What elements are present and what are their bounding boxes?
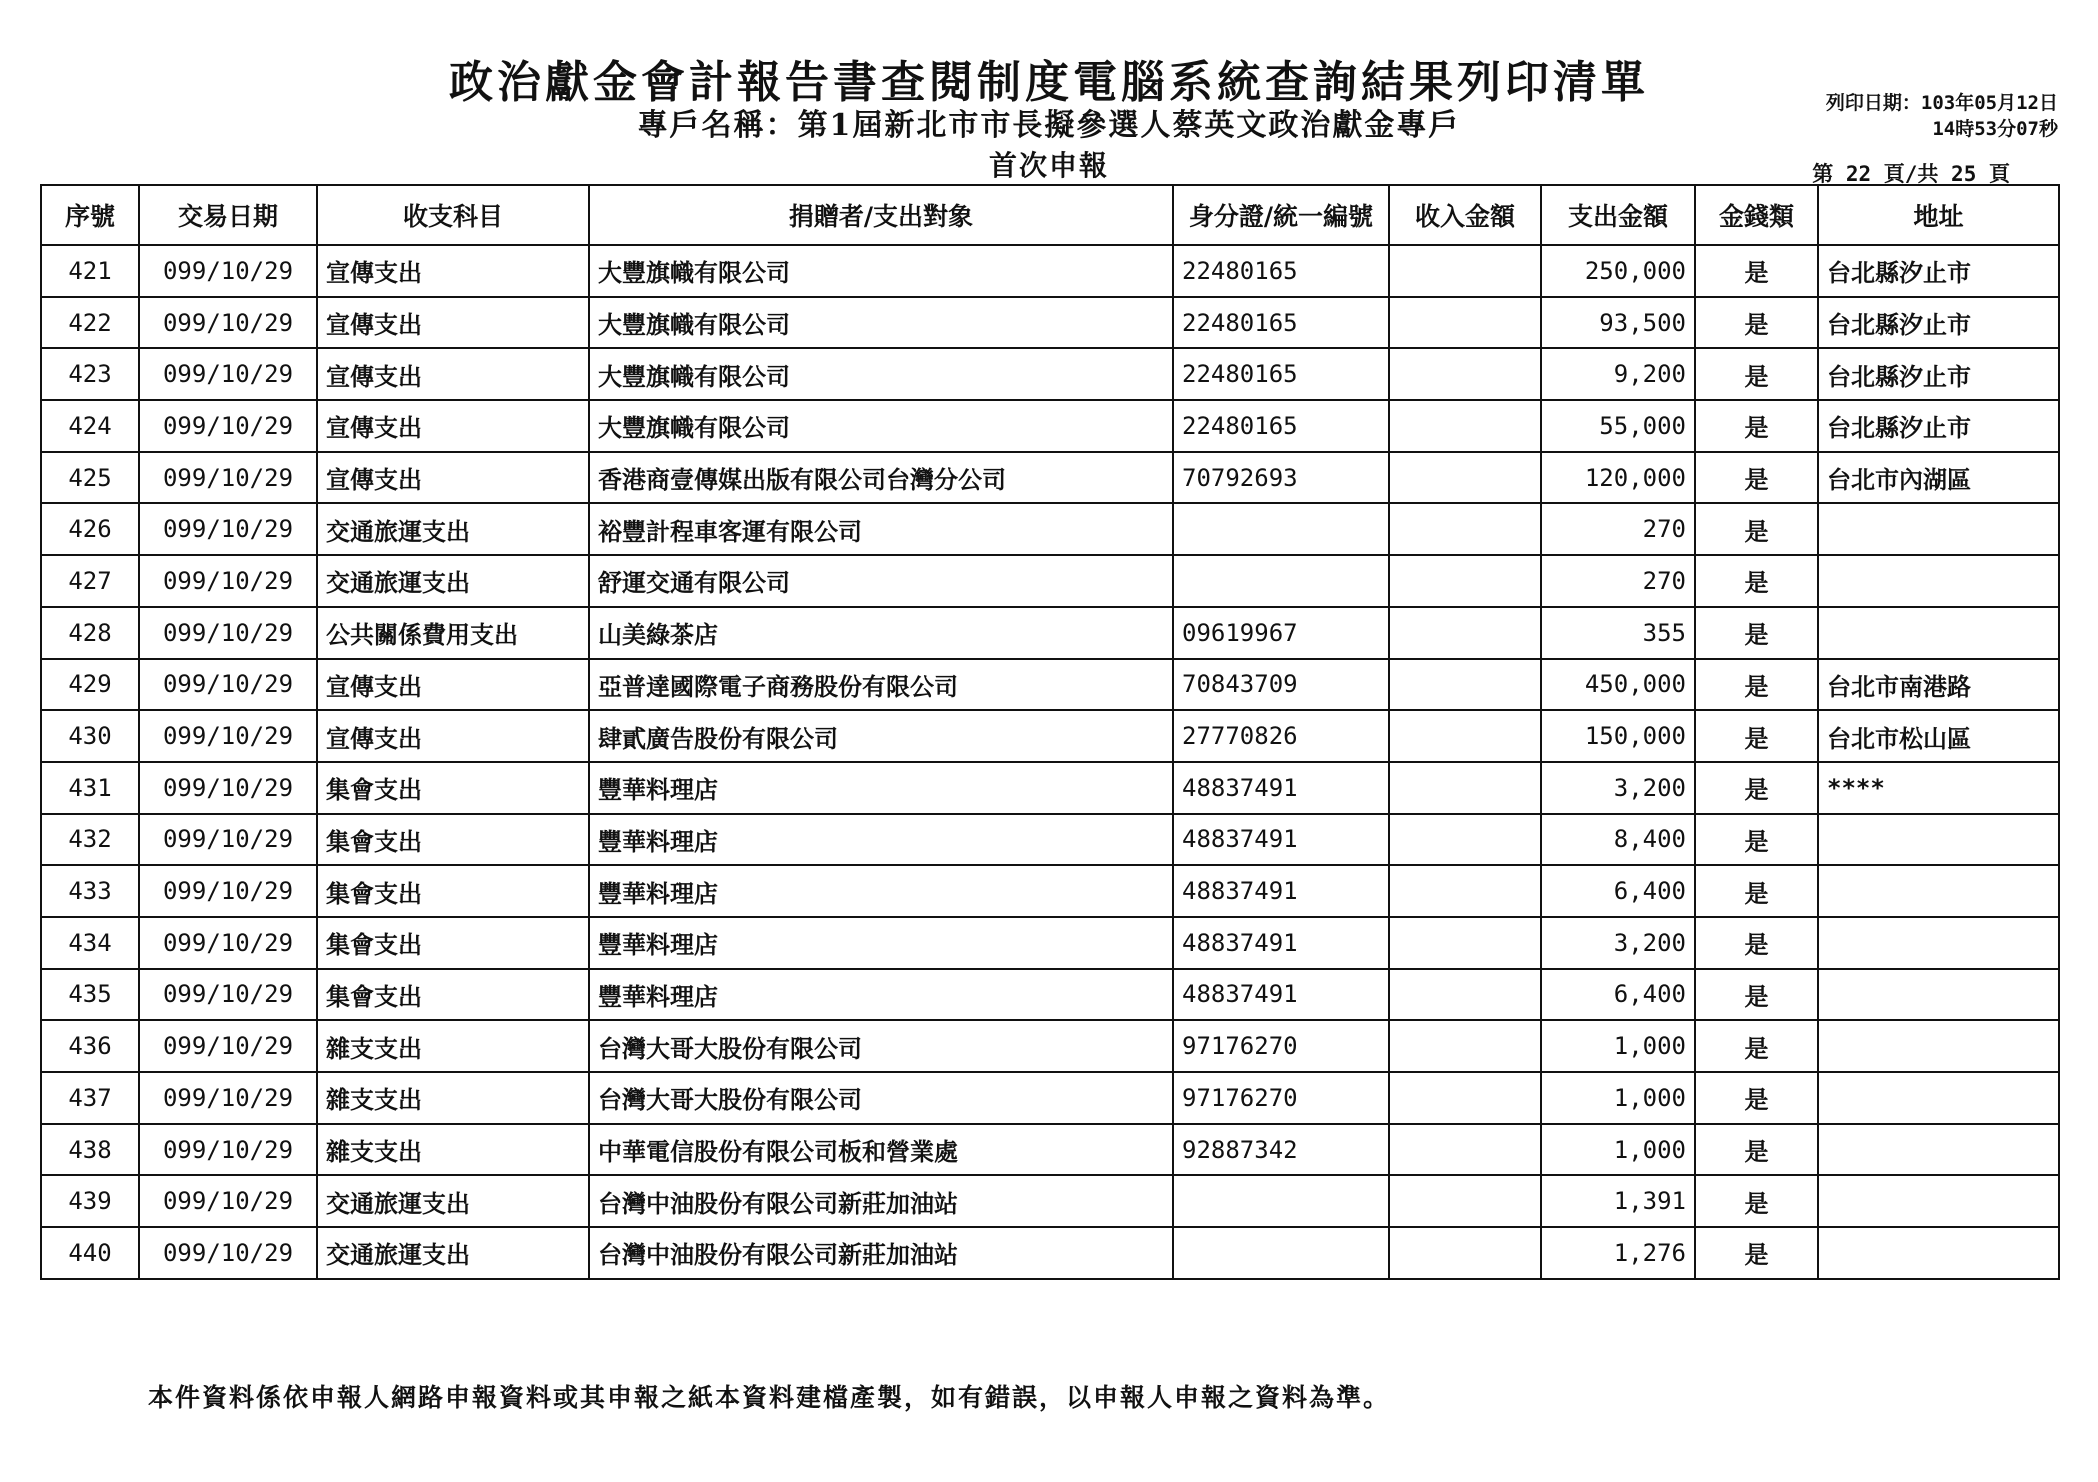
cell-party: 亞普達國際電子商務股份有限公司 (589, 659, 1173, 711)
cell-date: 099/10/29 (139, 1072, 317, 1124)
expenditure-table (40, 184, 2060, 1280)
cell-address: 台北市松山區 (1818, 710, 2059, 762)
cell-id: 22480165 (1173, 348, 1389, 400)
column-header-party: 捐贈者/支出對象 (589, 185, 1173, 245)
cell-money-type: 是 (1695, 503, 1818, 555)
table-row (41, 1072, 2059, 1124)
table-row (41, 452, 2059, 504)
cell-address: 台北縣汐止市 (1818, 400, 2059, 452)
cell-subject: 宣傳支出 (317, 710, 589, 762)
table-row (41, 400, 2059, 452)
cell-subject: 雜支支出 (317, 1124, 589, 1176)
cell-date: 099/10/29 (139, 814, 317, 866)
cell-money-type: 是 (1695, 555, 1818, 607)
report-type: 首次申報 (988, 149, 1109, 182)
cell-party: 大豐旗幟有限公司 (589, 245, 1173, 297)
cell-seq: 423 (41, 348, 139, 400)
cell-income (1389, 762, 1541, 814)
cell-date: 099/10/29 (139, 1227, 317, 1279)
cell-income (1389, 1020, 1541, 1072)
table-row (41, 917, 2059, 969)
cell-id: 48837491 (1173, 762, 1389, 814)
cell-income (1389, 452, 1541, 504)
cell-expense: 3,200 (1541, 762, 1695, 814)
cell-expense: 1,000 (1541, 1020, 1695, 1072)
cell-subject: 集會支出 (317, 814, 589, 866)
cell-seq: 434 (41, 917, 139, 969)
table-row (41, 1020, 2059, 1072)
cell-money-type: 是 (1695, 348, 1818, 400)
table-row (41, 659, 2059, 711)
cell-money-type: 是 (1695, 659, 1818, 711)
cell-id: 70843709 (1173, 659, 1389, 711)
cell-id: 09619967 (1173, 607, 1389, 659)
cell-address (1818, 503, 2059, 555)
column-header-expense: 支出金額 (1541, 185, 1695, 245)
cell-income (1389, 348, 1541, 400)
column-header-money-type: 金錢類 (1695, 185, 1818, 245)
cell-id (1173, 1175, 1389, 1227)
cell-address (1818, 969, 2059, 1021)
cell-address (1818, 1227, 2059, 1279)
table-row (41, 348, 2059, 400)
cell-expense: 1,391 (1541, 1175, 1695, 1227)
cell-expense: 9,200 (1541, 348, 1695, 400)
cell-subject: 宣傳支出 (317, 348, 589, 400)
cell-expense: 1,276 (1541, 1227, 1695, 1279)
cell-seq: 432 (41, 814, 139, 866)
cell-address: **** (1818, 762, 2059, 814)
table-row (41, 607, 2059, 659)
cell-date: 099/10/29 (139, 607, 317, 659)
cell-money-type: 是 (1695, 400, 1818, 452)
cell-party: 台灣中油股份有限公司新莊加油站 (589, 1227, 1173, 1279)
cell-money-type: 是 (1695, 1072, 1818, 1124)
cell-id (1173, 503, 1389, 555)
cell-id: 92887342 (1173, 1124, 1389, 1176)
cell-income (1389, 1227, 1541, 1279)
cell-expense: 450,000 (1541, 659, 1695, 711)
cell-money-type: 是 (1695, 607, 1818, 659)
cell-subject: 宣傳支出 (317, 659, 589, 711)
page-indicator: 第 22 頁/共 25 頁 (1812, 162, 2010, 186)
cell-seq: 440 (41, 1227, 139, 1279)
document-title: 政治獻金會計報告書查閱制度電腦系統查詢結果列印清單 (449, 57, 1649, 108)
cell-subject: 雜支支出 (317, 1020, 589, 1072)
print-time: 14時53分07秒 (1932, 118, 2058, 140)
account-name-label: 專戶名稱： (637, 108, 798, 143)
cell-seq: 424 (41, 400, 139, 452)
cell-address (1818, 555, 2059, 607)
cell-expense: 93,500 (1541, 297, 1695, 349)
table-row (41, 865, 2059, 917)
cell-expense: 150,000 (1541, 710, 1695, 762)
cell-party: 豐華料理店 (589, 865, 1173, 917)
cell-date: 099/10/29 (139, 1020, 317, 1072)
cell-date: 099/10/29 (139, 762, 317, 814)
cell-id: 22480165 (1173, 297, 1389, 349)
cell-money-type: 是 (1695, 917, 1818, 969)
cell-address (1818, 607, 2059, 659)
cell-address: 台北縣汐止市 (1818, 245, 2059, 297)
cell-party: 山美綠茶店 (589, 607, 1173, 659)
cell-expense: 250,000 (1541, 245, 1695, 297)
cell-income (1389, 555, 1541, 607)
cell-party: 台灣大哥大股份有限公司 (589, 1072, 1173, 1124)
cell-address: 台北縣汐止市 (1818, 297, 2059, 349)
cell-seq: 426 (41, 503, 139, 555)
cell-date: 099/10/29 (139, 710, 317, 762)
cell-subject: 交通旅運支出 (317, 1227, 589, 1279)
cell-party: 裕豐計程車客運有限公司 (589, 503, 1173, 555)
cell-party: 台灣大哥大股份有限公司 (589, 1020, 1173, 1072)
cell-date: 099/10/29 (139, 659, 317, 711)
cell-money-type: 是 (1695, 762, 1818, 814)
cell-seq: 422 (41, 297, 139, 349)
cell-id: 22480165 (1173, 245, 1389, 297)
cell-party: 豐華料理店 (589, 969, 1173, 1021)
cell-subject: 公共關係費用支出 (317, 607, 589, 659)
cell-id: 48837491 (1173, 814, 1389, 866)
cell-address: 台北縣汐止市 (1818, 348, 2059, 400)
cell-income (1389, 917, 1541, 969)
cell-subject: 雜支支出 (317, 1072, 589, 1124)
table-row (41, 245, 2059, 297)
print-date: 列印日期：103年05月12日 (1825, 92, 2058, 114)
cell-date: 099/10/29 (139, 297, 317, 349)
footer-note: 本件資料係依申報人網路申報資料或其申報之紙本資料建檔產製，如有錯誤，以申報人申報之資料為準。 (148, 1383, 1391, 1412)
cell-date: 099/10/29 (139, 400, 317, 452)
cell-address (1818, 1020, 2059, 1072)
cell-date: 099/10/29 (139, 865, 317, 917)
cell-subject: 集會支出 (317, 969, 589, 1021)
cell-date: 099/10/29 (139, 503, 317, 555)
cell-money-type: 是 (1695, 814, 1818, 866)
cell-income (1389, 710, 1541, 762)
cell-money-type: 是 (1695, 245, 1818, 297)
cell-id: 70792693 (1173, 452, 1389, 504)
cell-income (1389, 503, 1541, 555)
table-body (41, 245, 2059, 1279)
cell-address: 台北市內湖區 (1818, 452, 2059, 504)
cell-date: 099/10/29 (139, 452, 317, 504)
column-header-id: 身分證/統一編號 (1173, 185, 1389, 245)
cell-seq: 425 (41, 452, 139, 504)
cell-subject: 宣傳支出 (317, 245, 589, 297)
cell-seq: 429 (41, 659, 139, 711)
cell-party: 肆貳廣告股份有限公司 (589, 710, 1173, 762)
cell-income (1389, 1175, 1541, 1227)
cell-id (1173, 1227, 1389, 1279)
cell-seq: 421 (41, 245, 139, 297)
table-row (41, 814, 2059, 866)
column-header-subject: 收支科目 (317, 185, 589, 245)
cell-date: 099/10/29 (139, 555, 317, 607)
table-row (41, 1175, 2059, 1227)
cell-id: 48837491 (1173, 917, 1389, 969)
table-row (41, 297, 2059, 349)
cell-seq: 439 (41, 1175, 139, 1227)
cell-address (1818, 1175, 2059, 1227)
cell-income (1389, 1072, 1541, 1124)
cell-money-type: 是 (1695, 969, 1818, 1021)
cell-party: 大豐旗幟有限公司 (589, 400, 1173, 452)
cell-money-type: 是 (1695, 1175, 1818, 1227)
cell-money-type: 是 (1695, 710, 1818, 762)
column-header-address: 地址 (1818, 185, 2059, 245)
cell-party: 台灣中油股份有限公司新莊加油站 (589, 1175, 1173, 1227)
column-header-income: 收入金額 (1389, 185, 1541, 245)
cell-expense: 270 (1541, 503, 1695, 555)
cell-seq: 438 (41, 1124, 139, 1176)
cell-subject: 集會支出 (317, 762, 589, 814)
cell-expense: 120,000 (1541, 452, 1695, 504)
cell-expense: 3,200 (1541, 917, 1695, 969)
cell-id: 22480165 (1173, 400, 1389, 452)
cell-party: 豐華料理店 (589, 917, 1173, 969)
cell-expense: 1,000 (1541, 1072, 1695, 1124)
cell-id: 97176270 (1173, 1072, 1389, 1124)
cell-address (1818, 1072, 2059, 1124)
cell-income (1389, 607, 1541, 659)
cell-party: 香港商壹傳媒出版有限公司台灣分公司 (589, 452, 1173, 504)
table-row (41, 710, 2059, 762)
cell-money-type: 是 (1695, 297, 1818, 349)
cell-expense: 6,400 (1541, 969, 1695, 1021)
cell-party: 大豐旗幟有限公司 (589, 297, 1173, 349)
cell-address (1818, 865, 2059, 917)
cell-money-type: 是 (1695, 452, 1818, 504)
cell-seq: 428 (41, 607, 139, 659)
cell-party: 豐華料理店 (589, 762, 1173, 814)
cell-date: 099/10/29 (139, 969, 317, 1021)
cell-address (1818, 1124, 2059, 1176)
cell-id: 97176270 (1173, 1020, 1389, 1072)
cell-seq: 436 (41, 1020, 139, 1072)
cell-income (1389, 297, 1541, 349)
cell-seq: 433 (41, 865, 139, 917)
cell-income (1389, 865, 1541, 917)
cell-seq: 427 (41, 555, 139, 607)
cell-date: 099/10/29 (139, 348, 317, 400)
table-row (41, 503, 2059, 555)
account-name (0, 100, 2098, 144)
cell-seq: 437 (41, 1072, 139, 1124)
cell-party: 舒運交通有限公司 (589, 555, 1173, 607)
table-row (41, 1227, 2059, 1279)
cell-expense: 1,000 (1541, 1124, 1695, 1176)
cell-party: 大豐旗幟有限公司 (589, 348, 1173, 400)
cell-subject: 宣傳支出 (317, 400, 589, 452)
cell-party: 中華電信股份有限公司板和營業處 (589, 1124, 1173, 1176)
cell-income (1389, 969, 1541, 1021)
cell-subject: 交通旅運支出 (317, 1175, 589, 1227)
print-timestamp (1826, 90, 2058, 142)
cell-money-type: 是 (1695, 1124, 1818, 1176)
cell-address (1818, 917, 2059, 969)
cell-seq: 430 (41, 710, 139, 762)
cell-party: 豐華料理店 (589, 814, 1173, 866)
cell-subject: 集會支出 (317, 865, 589, 917)
cell-money-type: 是 (1695, 865, 1818, 917)
column-header-seq: 序號 (41, 185, 139, 245)
cell-date: 099/10/29 (139, 1175, 317, 1227)
cell-subject: 宣傳支出 (317, 452, 589, 504)
cell-income (1389, 659, 1541, 711)
cell-income (1389, 400, 1541, 452)
cell-expense: 8,400 (1541, 814, 1695, 866)
cell-income (1389, 1124, 1541, 1176)
cell-expense: 355 (1541, 607, 1695, 659)
table-row (41, 762, 2059, 814)
table-row (41, 969, 2059, 1021)
cell-expense: 6,400 (1541, 865, 1695, 917)
cell-money-type: 是 (1695, 1227, 1818, 1279)
cell-subject: 交通旅運支出 (317, 555, 589, 607)
cell-subject: 集會支出 (317, 917, 589, 969)
cell-seq: 431 (41, 762, 139, 814)
cell-subject: 宣傳支出 (317, 297, 589, 349)
cell-id: 48837491 (1173, 969, 1389, 1021)
cell-subject: 交通旅運支出 (317, 503, 589, 555)
account-name-value: 第1屆新北市市長擬參選人蔡英文政治獻金專戶 (797, 108, 1461, 143)
cell-expense: 55,000 (1541, 400, 1695, 452)
cell-expense: 270 (1541, 555, 1695, 607)
cell-id: 48837491 (1173, 865, 1389, 917)
cell-date: 099/10/29 (139, 245, 317, 297)
cell-date: 099/10/29 (139, 917, 317, 969)
cell-money-type: 是 (1695, 1020, 1818, 1072)
cell-income (1389, 814, 1541, 866)
cell-id: 27770826 (1173, 710, 1389, 762)
cell-income (1389, 245, 1541, 297)
cell-address (1818, 814, 2059, 866)
cell-date: 099/10/29 (139, 1124, 317, 1176)
table-header-row (41, 185, 2059, 245)
table-row (41, 1124, 2059, 1176)
column-header-date: 交易日期 (139, 185, 317, 245)
cell-id (1173, 555, 1389, 607)
table-row (41, 555, 2059, 607)
cell-address: 台北市南港路 (1818, 659, 2059, 711)
cell-seq: 435 (41, 969, 139, 1021)
